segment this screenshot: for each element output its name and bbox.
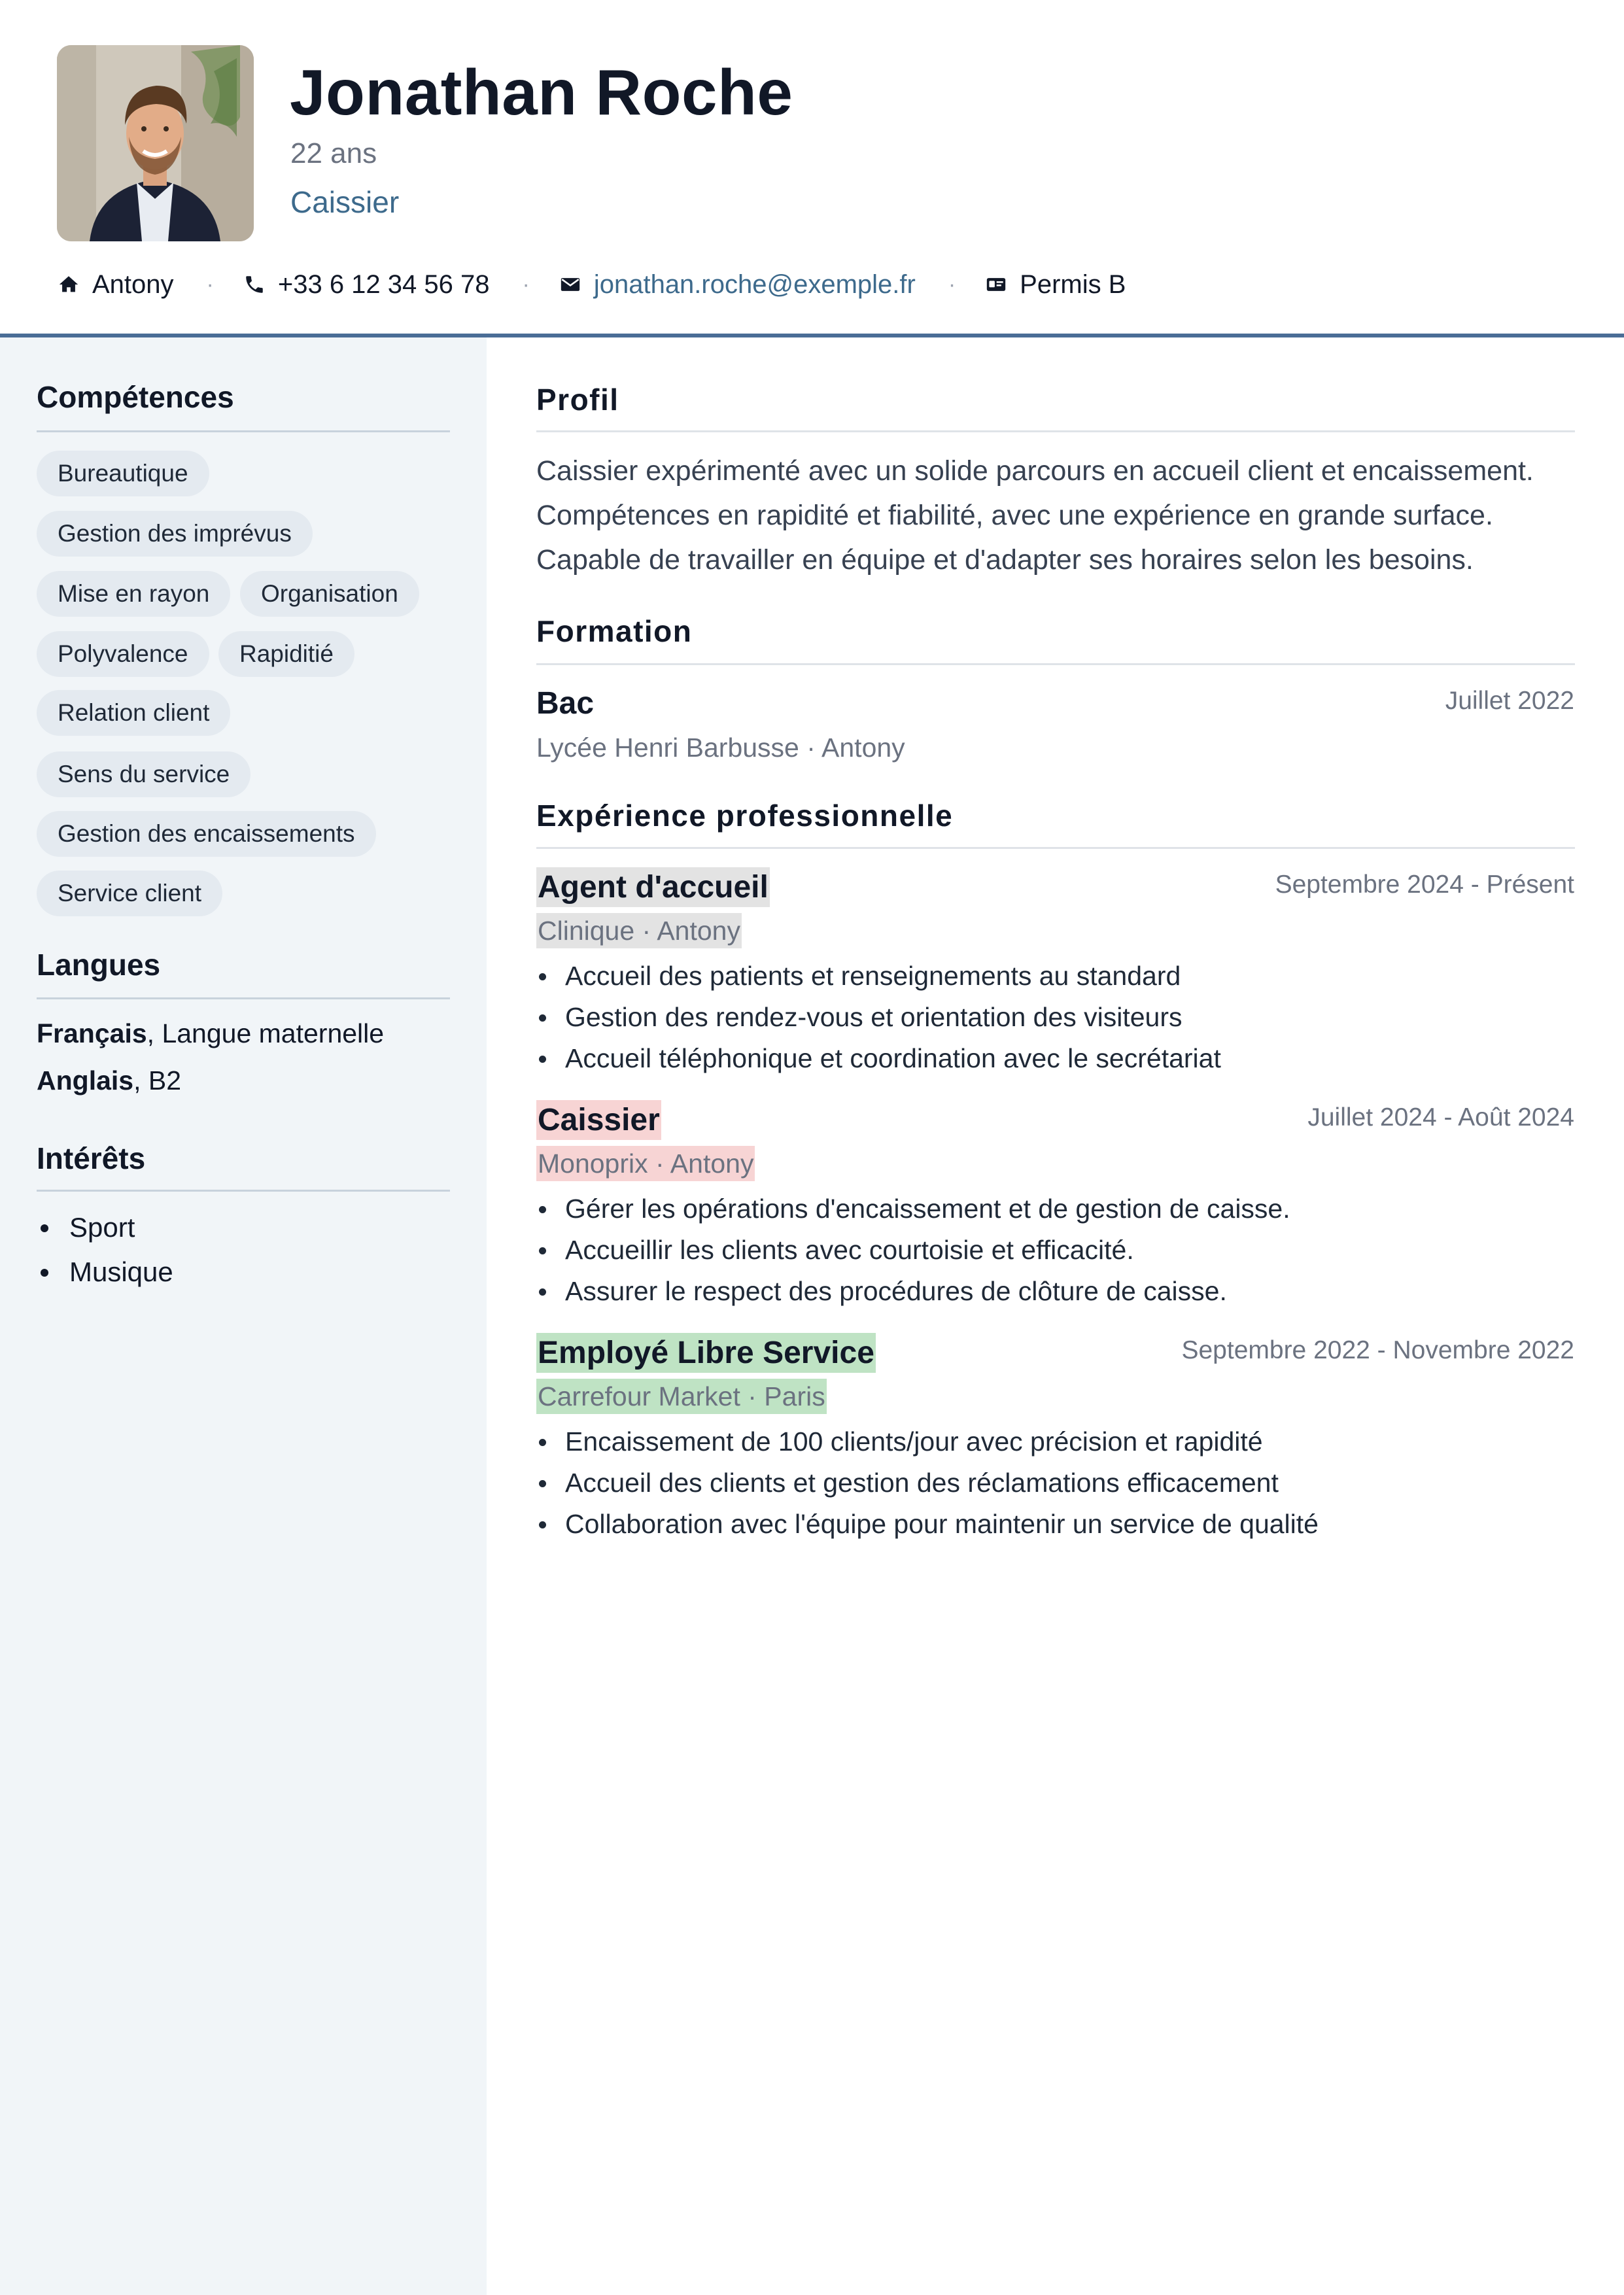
skill-tag: Gestion des imprévus: [37, 511, 313, 557]
profile-line: Compétences en rapidité et fiabilité, avec une expérience en grande surface.: [536, 500, 1493, 531]
resume-header: [0, 0, 1624, 337]
company-text: Carrefour Market · Paris: [536, 1379, 827, 1414]
contact-email[interactable]: [559, 270, 916, 300]
phone-icon: [243, 273, 266, 296]
interests-divider: [37, 1190, 450, 1192]
experience-company: [536, 1148, 755, 1179]
candidate-age: 22 ans: [290, 137, 377, 169]
home-icon: [57, 273, 80, 296]
experience-divider: [536, 847, 1575, 849]
contact-bar: [57, 265, 1126, 304]
task-item: Encaissement de 100 clients/jour avec précision et rapidité: [536, 1421, 1319, 1462]
experience-tasks: [536, 956, 1221, 1079]
task-item: Gérer les opérations d'encaissement et de gestion de caisse.: [536, 1188, 1290, 1230]
experience-company: [536, 916, 742, 946]
driving-license-icon: [984, 273, 1008, 296]
skill-tag: Mise en rayon: [37, 571, 230, 617]
experience-date: Septembre 2024 - Présent: [1275, 871, 1574, 899]
experience-heading: Expérience professionnelle: [536, 799, 954, 833]
task-item: Accueillir les clients avec courtoisie et efficacité.: [536, 1230, 1290, 1271]
contact-separator: ·: [206, 271, 214, 297]
language-item: [37, 1018, 384, 1049]
profile-heading: Profil: [536, 383, 619, 417]
interests-list: [37, 1205, 173, 1294]
language-item: [37, 1065, 181, 1096]
task-item: Collaboration avec l'équipe pour maintenir un service de qualité: [536, 1504, 1319, 1545]
education-degree: Bac: [536, 686, 595, 721]
language-level: , Langue maternelle: [147, 1018, 385, 1048]
skills-heading: Compétences: [37, 380, 234, 414]
profile-divider: [536, 430, 1575, 432]
interests-heading: Intérêts: [37, 1141, 146, 1175]
languages-divider: [37, 997, 450, 999]
contact-separator: ·: [948, 271, 956, 297]
task-item: Assurer le respect des procédures de clôture de caisse.: [536, 1271, 1290, 1312]
task-item: Gestion des rendez-vous et orientation des visiteurs: [536, 997, 1221, 1038]
skill-tag: Gestion des encaissements: [37, 811, 376, 857]
skill-tag: Rapiditié: [218, 631, 354, 677]
profile-line: Caissier expérimenté avec un solide parcours en accueil client et encaissement.: [536, 455, 1534, 487]
skills-divider: [37, 430, 450, 432]
experience-role: [536, 869, 770, 905]
email-link[interactable]: jonathan.roche@exemple.fr: [593, 269, 916, 299]
experience-role: [536, 1335, 876, 1371]
education-divider: [536, 663, 1575, 665]
profile-summary: [536, 449, 1583, 582]
envelope-icon: [559, 273, 582, 296]
education-heading: Formation: [536, 614, 693, 648]
role-text: Employé Libre Service: [536, 1333, 876, 1373]
languages-heading: Langues: [37, 948, 161, 982]
contact-license: [984, 270, 1126, 300]
company-text: Monoprix · Antony: [536, 1146, 755, 1181]
interest-item: Sport: [37, 1205, 173, 1250]
candidate-name: Jonathan Roche: [290, 56, 793, 128]
task-item: Accueil des clients et gestion des réclamations efficacement: [536, 1462, 1319, 1504]
license-text: Permis B: [1020, 269, 1126, 299]
portrait-image: [57, 45, 254, 241]
company-text: Clinique · Antony: [536, 913, 742, 948]
job-title: Caissier: [290, 185, 400, 219]
profile-line: Capable de travailler en équipe et d'adapter ses horaires selon les besoins.: [536, 544, 1474, 576]
contact-phone[interactable]: [243, 270, 490, 300]
profile-photo: [57, 45, 254, 241]
experience-date: Septembre 2022 - Novembre 2022: [1181, 1336, 1574, 1364]
experience-company: [536, 1381, 827, 1412]
contact-city: [57, 270, 174, 300]
role-text: Agent d'accueil: [536, 867, 770, 907]
skill-tag: Bureautique: [37, 451, 209, 496]
task-item: Accueil des patients et renseignements au standard: [536, 956, 1221, 997]
experience-tasks: [536, 1421, 1319, 1545]
skill-tag: Relation client: [37, 690, 230, 736]
language-name: Anglais: [37, 1065, 134, 1096]
interest-item: Musique: [37, 1250, 173, 1294]
education-date: Juillet 2022: [1445, 687, 1574, 715]
role-text: Caissier: [536, 1100, 661, 1140]
skill-tag: Sens du service: [37, 751, 251, 797]
phone-text: +33 6 12 34 56 78: [277, 269, 490, 299]
experience-date: Juillet 2024 - Août 2024: [1307, 1103, 1574, 1131]
experience-role: [536, 1102, 661, 1138]
language-level: , B2: [133, 1065, 182, 1096]
experience-tasks: [536, 1188, 1290, 1312]
language-name: Français: [37, 1018, 147, 1048]
contact-separator: ·: [522, 271, 530, 297]
skill-tag: Organisation: [240, 571, 419, 617]
city-text: Antony: [92, 269, 174, 299]
skill-tag: Polyvalence: [37, 631, 209, 677]
task-item: Accueil téléphonique et coordination avec le secrétariat: [536, 1038, 1221, 1079]
education-school: Lycée Henri Barbusse · Antony: [536, 733, 905, 763]
skill-tag: Service client: [37, 871, 222, 916]
